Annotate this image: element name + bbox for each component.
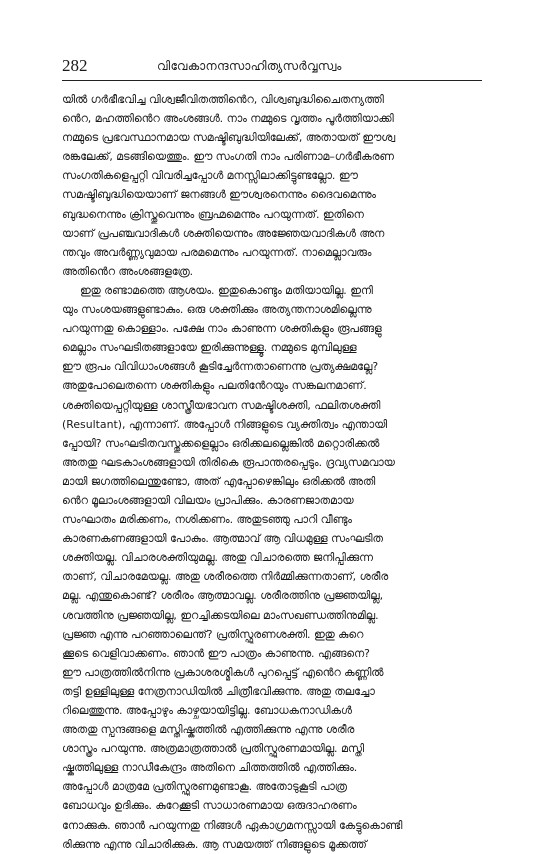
header-rule bbox=[62, 80, 482, 81]
text-line: പ്പോയി? സംഘടിതവസ്തുക്കളെല്ലാം ഒരിക്കലല്ലെങ്കിൽ മറ്റൊരിക്കൽ bbox=[62, 436, 380, 450]
text-line: ബുദ്ധനെന്നും ക്രിസ്തുവെന്നും ബ്രഹ്മമെന്നും പറയുന്നത്. ഇതിനെ bbox=[62, 207, 364, 221]
text-line: ന്തവും അവർണ്ണ്യവുമായ പരമമെന്നും പറയുന്നത്. നാമെല്ലാവരും bbox=[62, 245, 372, 259]
text-line: ശക്തിയല്ല. വിചാരശക്തിയുമല്ല. അതു വിചാരത്തെ ജനിപ്പിക്കുന്ന bbox=[62, 551, 373, 565]
text-line: അതിൻെറ അംശങ്ങളത്രേ. bbox=[62, 264, 194, 278]
text-line: യും സംശയങ്ങളുണ്ടാകും. ഒരു ശക്തിക്കും അത്യന്തനാശമില്ലെന്നു bbox=[62, 303, 372, 317]
text-line: ഈ രൂപം വിവിധാംശങ്ങൾ കൂടിച്ചേർന്നതാണെന്നു പ്രത്യക്ഷമല്ലേ? bbox=[62, 360, 379, 374]
text-line: റിലെത്തുന്നു. അപ്പോഴും കാഴ്ചയായിട്ടില്ല. ബോധകനാഡികൾ bbox=[62, 704, 352, 717]
text-line: ശാസ്ത്രം പറയുന്നു. അത്രമാത്രത്താൽ പ്രതിസ്ഫുരണമായില്ല. മസ്തി bbox=[62, 742, 365, 756]
text-line: അതുപോലെതന്നെ ശക്തികളും പലതിൻേറയും സങ്കലനമാണ്. bbox=[62, 379, 367, 393]
text-line: യിൽ ഗർഭീഭവിച്ച വിശ്വജീവിതത്തിൻെറ, വിശ്വബുദ്ധിചൈതന്യത്തി bbox=[62, 93, 384, 106]
text-line: താണ്, വിചാരമേയല്ല. അതു ശരീരത്തെ നിർമ്മിക്കുന്നതാണ്, ശരീര bbox=[62, 570, 389, 584]
text-line: പറയുന്നതു കൊള്ളാം. പക്ഷേ നാം കാണുന്ന ശക്തികളും രൂപങ്ങളു bbox=[62, 322, 382, 336]
text-line: ബോധവും ഉദിക്കും. കുറേക്കൂടി സാധാരണമായ ഒരുദാഹരണം bbox=[62, 799, 357, 813]
text-line: മല്ല. എന്തുകൊണ്ട്? ശരീരം ആത്മാവല്ല. ശരീരത്തിനു പ്രജ്ഞയില്ല, bbox=[62, 589, 384, 603]
text-line: ൻെറ മൂലാംശങ്ങളായി വിലയം പ്രാപിക്കും. കാരണജാതമായ bbox=[62, 493, 354, 507]
text-line: സംഗതികളെപ്പറ്റി വിവരിച്ചപ്പോൾ മനസ്സിലാക്കിട്ടുണ്ടല്ലോ. ഈ bbox=[62, 169, 358, 183]
text-line: അതതു സ്പന്ദങ്ങളെ മസ്തിഷ്കത്തിൽ എത്തിക്കുന്നു എന്നു ശരീര bbox=[62, 723, 355, 737]
text-line: തട്ടി ഉള്ളിലുള്ള നേത്രനാഡിയിൽ ചിത്രീഭവിക്കുന്നു. അതു തലച്ചോ bbox=[62, 684, 375, 698]
running-title: വിവേകാനന്ദസാഹിത്യസർവ്വസ്വം bbox=[157, 59, 342, 73]
text-line: യാണ് പ്രപഞ്ചവാദികൾ ശക്തിയെന്നും അജ്ഞേയവാദികൾ അന bbox=[62, 226, 385, 240]
text-line: ക്കൂടെ വെളിവാക്കണം. ഞാൻ ഈ പാത്രം കാണുന്നു. എങ്ങനെ? bbox=[62, 646, 370, 660]
text-line: അപ്പോൾ മാത്രമേ പ്രതിസ്ഫുരണമുണ്ടാകൂ. അതോടുകൂടി പാത്ര bbox=[62, 780, 347, 794]
text-line: ഷ്കത്തിലുള്ള നാഡീകേന്ദ്രം അതിനെ ചിത്തത്തിൽ എത്തിക്കും. bbox=[62, 761, 358, 775]
text-line: സമഷ്ടിബുദ്ധിയെയാണ് ജനങ്ങൾ ഈശ്വരനെന്നും ദൈവമെന്നും bbox=[62, 188, 376, 202]
text-line: കാരണകണങ്ങളായി പോകും. ആത്മാവ് ആ വിധമുള്ള സംഘടിത bbox=[62, 532, 383, 546]
text-line: അതതു ഘടകാംശങ്ങളായി തിരികെ രൂപാന്തരപ്പെടും. ദ്രവ്യസമവായ bbox=[62, 455, 395, 469]
page-number: 282 bbox=[62, 56, 88, 75]
text-line: (Resultant), എന്നാണ്. അപ്പോൾ നിങ്ങളുടെ വ്യക്തിത്വം എന്തായി bbox=[62, 417, 388, 431]
body-text bbox=[62, 90, 482, 854]
text-line: ഈ പാത്രത്തിൽനിന്നു പ്രകാശരശ്മികൾ പുറപ്പെട്ട് എൻെറ കണ്ണിൽ bbox=[62, 665, 384, 679]
text-line: ശവത്തിനു പ്രജ്ഞയില്ല, ഇറച്ചിക്കടയിലെ മാംസഖണ്ഡത്തിനുമില്ല. bbox=[62, 608, 379, 622]
text-line: മായി ജഗത്തിലെന്തുണ്ടോ, അത് എപ്പോഴെങ്കിലും ഒരിക്കൽ അതി bbox=[62, 474, 376, 488]
text-line: ൻെറ, മഹത്തിൻെറ അംശങ്ങൾ. നാം നമ്മുടെ വൃത്തം പൂർത്തിയാക്കി bbox=[62, 112, 394, 126]
paragraph-start-line: ഇതു രണ്ടാമത്തെ ആശയം. ഇതുകൊണ്ടും മതിയായില്ല. ഇനി bbox=[80, 283, 373, 297]
text-line: മെല്ലാം സംഘടിതങ്ങളായേ ഇരിക്കുന്നുള്ളൂ. നമ്മുടെ മുമ്പിലുള്ള bbox=[62, 341, 357, 355]
text-line: നോക്കുക. ഞാൻ പറയുന്നതു നിങ്ങൾ ഏകാഗ്രമനസ്സായി കേട്ടുകൊണ്ടി bbox=[62, 818, 403, 832]
text-line: പ്രജ്ഞ എന്നു പറഞ്ഞാലെന്ത്? പ്രതിസ്ഫുരണശക്തി. ഇതു കുറെ bbox=[62, 627, 364, 641]
text-line: നമ്മുടെ പ്രഭവസ്ഥാനമായ സമഷ്ടിബുദ്ധിയിലേക്ക്, അതായത് ഈശ്വ bbox=[62, 131, 396, 145]
text-line: സംഘാതം മരിക്കണം, നശിക്കണം. അതുടഞ്ഞു പാറി വീണ്ടും bbox=[62, 513, 352, 527]
text-line: രിക്കുന്നു എന്നു വിചാരിക്കുക. ആ സമയത്ത് നിങ്ങളുടെ മൂക്കത്ത് bbox=[62, 837, 367, 851]
text-line: രങ്കലേക്ക്, മടങ്ങിയെത്തും. ഈ സംഗതി നാം പരിണാമ–ഗർഭീകരണ bbox=[62, 150, 394, 164]
text-line: ശക്തിയെപ്പറ്റിയുള്ള ശാസ്ത്രീയഭാവന സമഷ്ടിശക്തി, ഫലിതശക്തി bbox=[62, 398, 381, 412]
page-header bbox=[62, 56, 482, 78]
